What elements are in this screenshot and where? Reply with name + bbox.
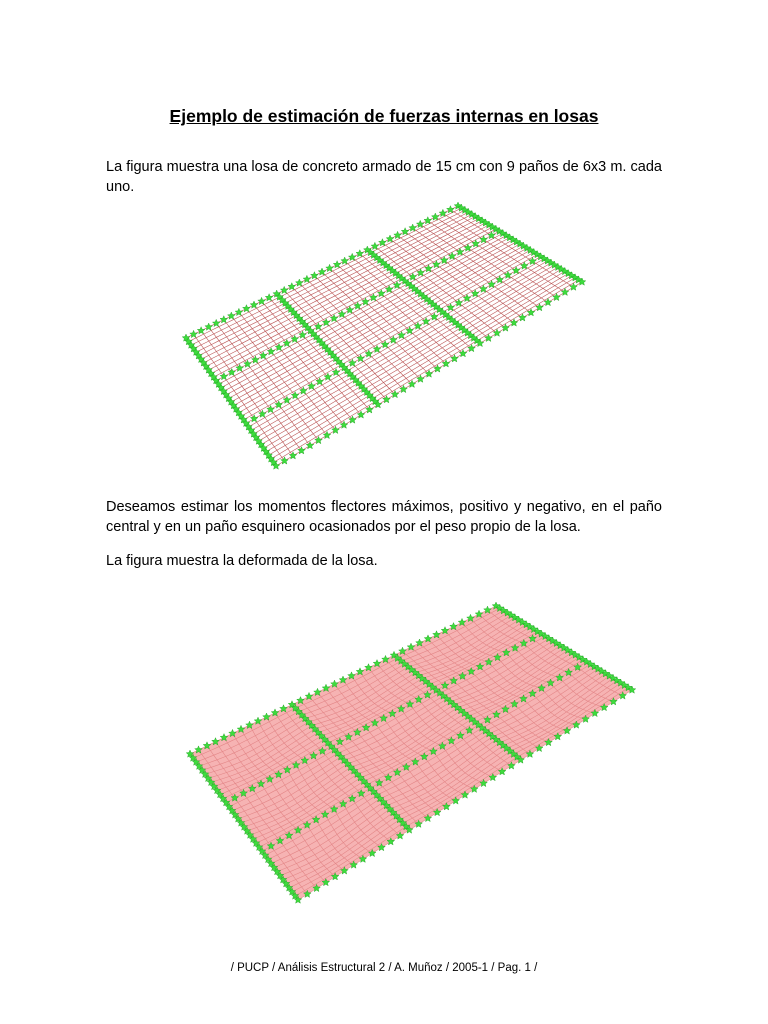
page-title: Ejemplo de estimación de fuerzas internas en losas [169, 106, 599, 126]
intro-paragraph: La figura muestra una losa de concreto armado de 15 cm con 9 paños de 6x3 m. cada uno. [106, 159, 662, 195]
slab-group [186, 602, 636, 903]
deformed-caption-paragraph: La figura muestra la deformada de la losa. [106, 553, 378, 569]
objective-paragraph: Deseamos estimar los momentos flectores máximos, positivo y negativo, en el paño central y en un paño esquinero ocasionados por el peso propio de la losa. [106, 499, 662, 535]
page-footer: / PUCP / Análisis Estructural 2 / A. Muñoz / 2005-1 / Pag. 1 / [230, 962, 538, 974]
